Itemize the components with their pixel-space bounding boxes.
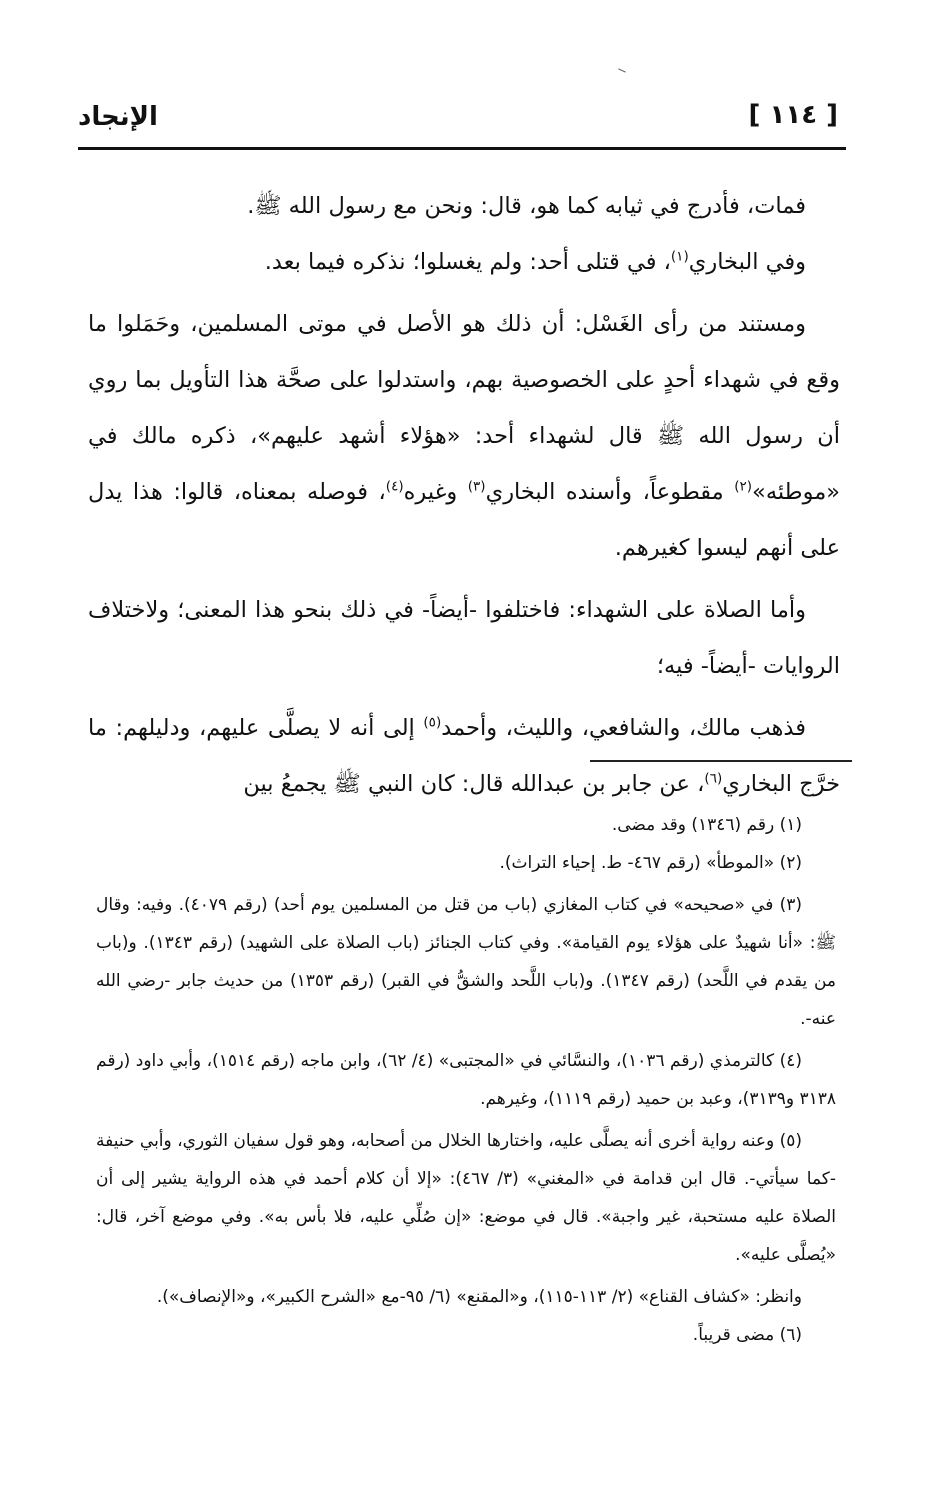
- footnote-5-see-also: وانظر: «كشاف القناع» (٢/ ١١٣-١١٥)، و«المقنع» (٦/ ٩٥-مع «الشرح الكبير»، و«الإنصاف»).: [156, 1287, 802, 1307]
- paragraph: [88, 582, 840, 694]
- page-number: [ ١١٤ ]: [748, 100, 838, 130]
- paragraph-text: وفي البخاري: [688, 249, 806, 275]
- paragraph-text: ، عن جابر بن عبدالله قال: كان النبي ﷺ يجمعُ بين: [243, 771, 705, 797]
- paragraph: [88, 178, 840, 234]
- footnote-ref[interactable]: (٤): [385, 478, 404, 495]
- header-rule: [78, 147, 846, 150]
- running-title: الإنجاد: [78, 102, 158, 132]
- paragraph-text: إلى أنه لا يصلَّى عليهم، ودليلهم: ما خرَّج البخاري: [88, 715, 840, 797]
- paragraph-text: فمات، فأدرج في ثيابه كما هو، قال: ونحن مع رسول الله ﷺ.: [247, 193, 806, 219]
- paragraph-text: وأما الصلاة على الشهداء: فاختلفوا -أيضاً- في ذلك بنحو هذا المعنى؛ ولاختلاف الروايات -أيضاً- فيه؛: [88, 597, 840, 679]
- footnote-ref[interactable]: (٣): [467, 478, 486, 495]
- paragraph: [88, 296, 840, 576]
- footnote-ref[interactable]: (٥): [423, 714, 442, 731]
- paragraph: [88, 234, 840, 290]
- footnote-ref[interactable]: (٢): [734, 478, 753, 495]
- footnote-3: (٣) في «صحيحه» في كتاب المغازي (باب من قتل من المسلمين يوم أحد) (رقم ٤٠٧٩). وفيه: وقال ﷺ: «أنا شهيدٌ على هؤلاء يوم القيامة». وفي كتاب الجنائز (باب الصلاة على الشهيد) (رقم ١٣٤٣). و(باب من يقدم في اللَّحد) (رقم ١٣٤٧). و(باب اللَّحد والشقُّ في القبر) (رقم ١٣٥٣) من حديث جابر -رضي الله عنه-.: [96, 895, 837, 1029]
- page-header: [78, 100, 838, 148]
- footnote-2: (٢) «الموطأ» (رقم ٤٦٧- ط. إحياء التراث).: [499, 853, 802, 873]
- paragraph: [88, 700, 840, 812]
- paragraph-text: ومستند من رأى الغَسْل: أن ذلك هو الأصل في موتى المسلمين، وحَمَلوا ما وقع في شهداء أحدٍ على الخصوصية بهم، واستدلوا على صحَّة هذا التأويل بما روي أن رسول الله ﷺ قال لشهداء أحد: «هؤلاء أشهد عليهم»، ذكره مالك في «موطئه»: [88, 311, 841, 505]
- footnote-6: (٦) مضى قريباً.: [692, 1325, 802, 1345]
- paragraph-text: ، في قتلى أحد: ولم يغسلوا؛ نذكره فيما بعد.: [264, 249, 671, 275]
- footnote-1: (١) رقم (١٣٤٦) وقد مضى.: [611, 815, 802, 835]
- paragraph-text: فذهب مالك، والشافعي، والليث، وأحمد: [441, 715, 806, 741]
- paragraph-text: وغيره: [403, 479, 468, 505]
- footnote-ref[interactable]: (٦): [704, 770, 723, 787]
- footnotes: [96, 806, 836, 1354]
- stray-mark: [618, 68, 626, 72]
- footnote-5: (٥) وعنه رواية أخرى أنه يصلَّى عليه، واختارها الخلال من أصحابه، وهو قول سفيان الثوري، وأبي حنيفة -كما سيأتي-. قال ابن قدامة في «المغني» (٣/ ٤٦٧): «إلا أن كلام أحمد في هذه الرواية يشير إلى أن الصلاة عليه مستحبة، غير واجبة». قال في موضع: «إن صُلِّي عليه، فلا بأس به». وفي موضع آخر، قال: «يُصلَّى عليه».: [96, 1131, 837, 1265]
- paragraph-text: ، فوصله بمعناه، قالوا: هذا يدل على أنهم ليسوا كغيرهم.: [88, 479, 840, 561]
- main-text: [88, 178, 840, 812]
- footnote-4: (٤) كالترمذي (رقم ١٠٣٦)، والنسَّائي في «المجتبى» (٤/ ٦٢)، وابن ماجه (رقم ١٥١٤)، وأبي داود (رقم ٣١٣٨ و٣١٣٩)، وعبد بن حميد (رقم ١١١٩)، وغيرهم.: [96, 1051, 836, 1109]
- footnote-separator: [590, 760, 852, 762]
- paragraph-text: مقطوعاً، وأسنده البخاري: [485, 479, 735, 505]
- footnote-ref[interactable]: (١): [670, 248, 689, 265]
